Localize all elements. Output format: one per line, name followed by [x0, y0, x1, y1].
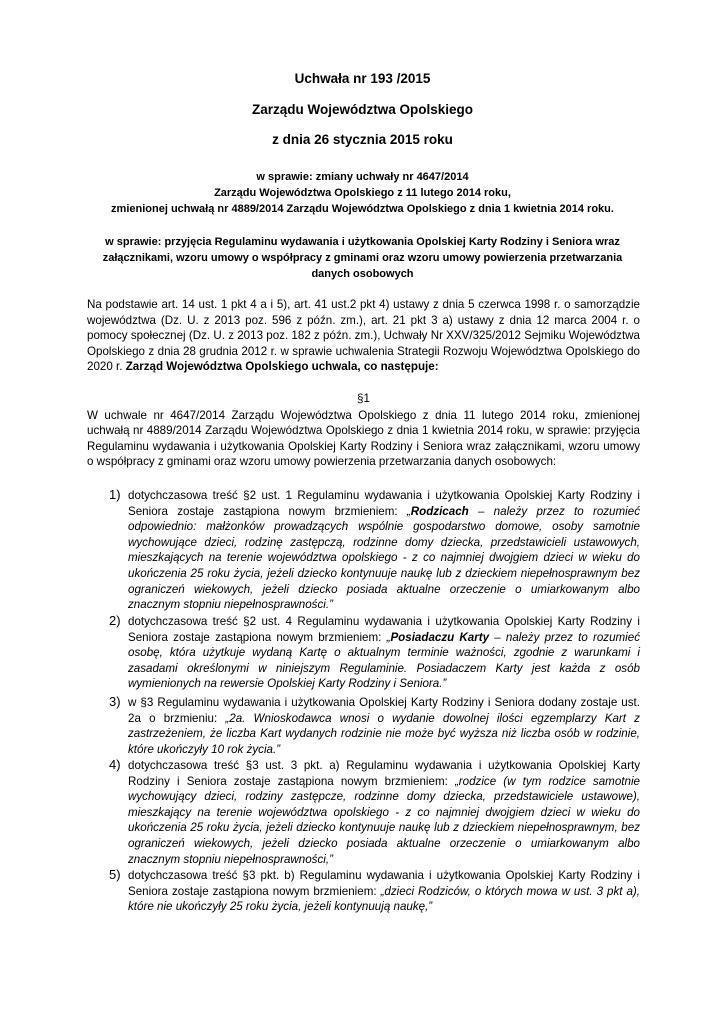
list-item-quote: „2a. Wnioskodawca wnosi o wydanie dowolnej ilości egzemplarzy Kart z zastrzeżeniem, że liczba Kart wydanych rodzinie nie może być wyższa niż liczba osób w rodzinie, które ukończyły 10 rok życia.”: [128, 711, 640, 756]
list-item: [87, 868, 640, 915]
list-item-quote-open: „: [386, 630, 391, 644]
list-item-number: 5): [109, 867, 121, 882]
list-item-text: w §3 Regulaminu wydawania i użytkowania Opolskiej Karty Rodziny i Seniora dodany zostaje ust. 2a o brzmieniu:: [128, 696, 640, 725]
legal-basis: [87, 297, 640, 375]
list-item: [87, 695, 640, 757]
subject-regulation-line-2: załącznikami, wzoru umowy o współpracy z gminami oraz wzoru umowy powierzenia przetwarzania: [102, 251, 623, 264]
list-item-number: 3): [109, 694, 121, 709]
paragraph-number: §1: [357, 392, 370, 405]
subject-regulation-line-3: danych osobowych: [311, 267, 414, 280]
list-item-text: dotychczasowa treść §2 ust. 4 Regulaminu wydawania i użytkowania Opolskiej Karty Rodziny i Seniora zostaje zastąpiona nowym brzmieniem:: [128, 615, 640, 644]
list-item-quote: – należy przez to rozumieć odpowiednio: małżonków prowadzących wspólnie gospodarstwo domowe, osoby samotnie wychowujące dzieci, rodzinę zastępczą, rodzinne domy dziecka, przedstawicieli ustawowych, mieszkających na terenie województwa opolskiego - z co najmniej dwojgiem dzieci w wieku do ukończenia 25 roku życia, jeżeli dziecko kontynuuje naukę lub z dzieckiem niepełnosprawnym bez ograniczeń wiekowych, jeżeli dziecko posiada aktualne orzeczenie o umiarkowanym albo znacznym stopniu niepełnosprawności.”: [128, 504, 640, 612]
list-item: [87, 614, 640, 692]
paragraph-intro: W uchwale nr 4647/2014 Zarządu Województwa Opolskiego z dnia 11 lutego 2014 roku, zmienionej uchwałą nr 4889/2014 Zarządu Województwa Opolskiego z dnia 1 kwietnia 2014 roku, w sprawie: przyjęcia Regulaminu wydawania i użytkowania Opolskiej Karty Rodziny i Seniora wraz załącznikami, wzoru umowy o współpracy z gminami oraz wzoru umowy powierzenia przetwarzania danych osobowych:: [87, 408, 640, 469]
title-line-3: z dnia 26 stycznia 2015 roku: [272, 132, 453, 147]
list-item-quote: – należy przez to rozumieć osobę, która użytkuje wydaną Kartę o aktualnym terminie ważności, zgodnie z warunkami i zasadami określonymi w niniejszym Regulaminie. Posiadaczem Karty jest każda z osób wymienionych na rewersie Opolskiej Karty Rodziny i Seniora.”: [128, 630, 640, 691]
resolution-title: [0, 69, 725, 161]
list-item-text: dotychczasowa treść §3 ust. 3 pkt. a) Regulaminu wydawania i użytkowania Opolskiej Karty Rodziny i Seniora zostaje zastąpiona nowym brzmieniem:: [128, 759, 640, 788]
list-item-text: dotychczasowa treść §3 pkt. b) Regulaminu wydawania i użytkowania Opolskiej Karty Rodziny i Seniora zostaje zastąpiona nowym brzmieniem:: [128, 869, 640, 898]
subject-amendment-line-2: Zarządu Województwa Opolskiego z 11 lutego 2014 roku,: [214, 186, 511, 199]
subject-amendment: [70, 170, 655, 217]
paragraph-1: [87, 391, 640, 470]
legal-basis-text: Na podstawie art. 14 ust. 1 pkt 4 a i 5), art. 41 ust.2 pkt 4) ustawy z dnia 5 czerwca 1998 r. o samorządzie województwa (Dz. U. z 2013 poz. 596 z późn. zm.), art. 21 pkt 3 a) ustawy z dnia 12 marca 2004 r. o pomocy społecznej (Dz. U. z 2013 poz. 182 z późn. zm.), Uchwały Nr XXV/325/2012 Sejmiku Województwa Opolskiego z dnia 28 grudnia 2012 r. w sprawie uchwalenia Strategii Rozwoju Województwa Opolskiego do 2020 r.: [87, 298, 640, 374]
list-item-number: 2): [109, 613, 121, 628]
title-line-1: Uchwała nr 193 /2015: [294, 71, 431, 86]
list-item-quote: „dzieci Rodziców, o których mowa w ust. 3 pkt a), które nie ukończyły 25 roku życia, jeżeli kontynuują naukę,”: [128, 884, 640, 914]
subject-amendment-line-1: w sprawie: zmiany uchwały nr 4647/2014: [256, 171, 469, 183]
list-item-defined-term: Rodzicach: [410, 504, 469, 518]
title-line-2: Zarządu Województwa Opolskiego: [251, 101, 474, 117]
list-item-number: 4): [109, 757, 121, 772]
list-item-text: dotychczasowa treść §2 ust. 1 Regulaminu wydawania i użytkowania Opolskiej Karty Rodziny i Seniora zostaje zastąpiona nowym brzmieniem:: [128, 489, 640, 518]
list-item-quote-open: „: [406, 504, 411, 518]
list-item: [87, 758, 640, 867]
subject-regulation: [70, 235, 655, 282]
list-item: [87, 488, 640, 613]
subject-amendment-line-3: zmienionej uchwałą nr 4889/2014 Zarządu Województwa Opolskiego z dnia 1 kwietnia 2014 roku.: [111, 202, 614, 215]
list-item-defined-term: Posiadaczu Karty: [390, 630, 490, 644]
legal-basis-resolves: Zarząd Województwa Opolskiego uchwala, co następuje:: [125, 360, 439, 374]
list-item-number: 1): [109, 487, 121, 502]
list-item-quote: „rodzice (w tym rodzice samotnie wychowujący dzieci, rodziny zastępcze, rodzinne domy dziecka, przedstawiciele ustawowe), mieszkający na terenie województwa opolskiego - z co najmniej dwojgiem dzieci w wieku do ukończenia 25 roku życia, jeżeli dziecko kontynuuje naukę lub z dzieckiem niepełnosprawnym, bez ograniczeń wiekowych, jeżeli dziecko posiada aktualne orzeczenie o umiarkowanym albo znacznym stopniu niepełnosprawności,”: [128, 774, 640, 866]
subject-regulation-line-1: w sprawie: przyjęcia Regulaminu wydawania i użytkowania Opolskiej Karty Rodziny i Seniora wraz: [105, 236, 620, 248]
